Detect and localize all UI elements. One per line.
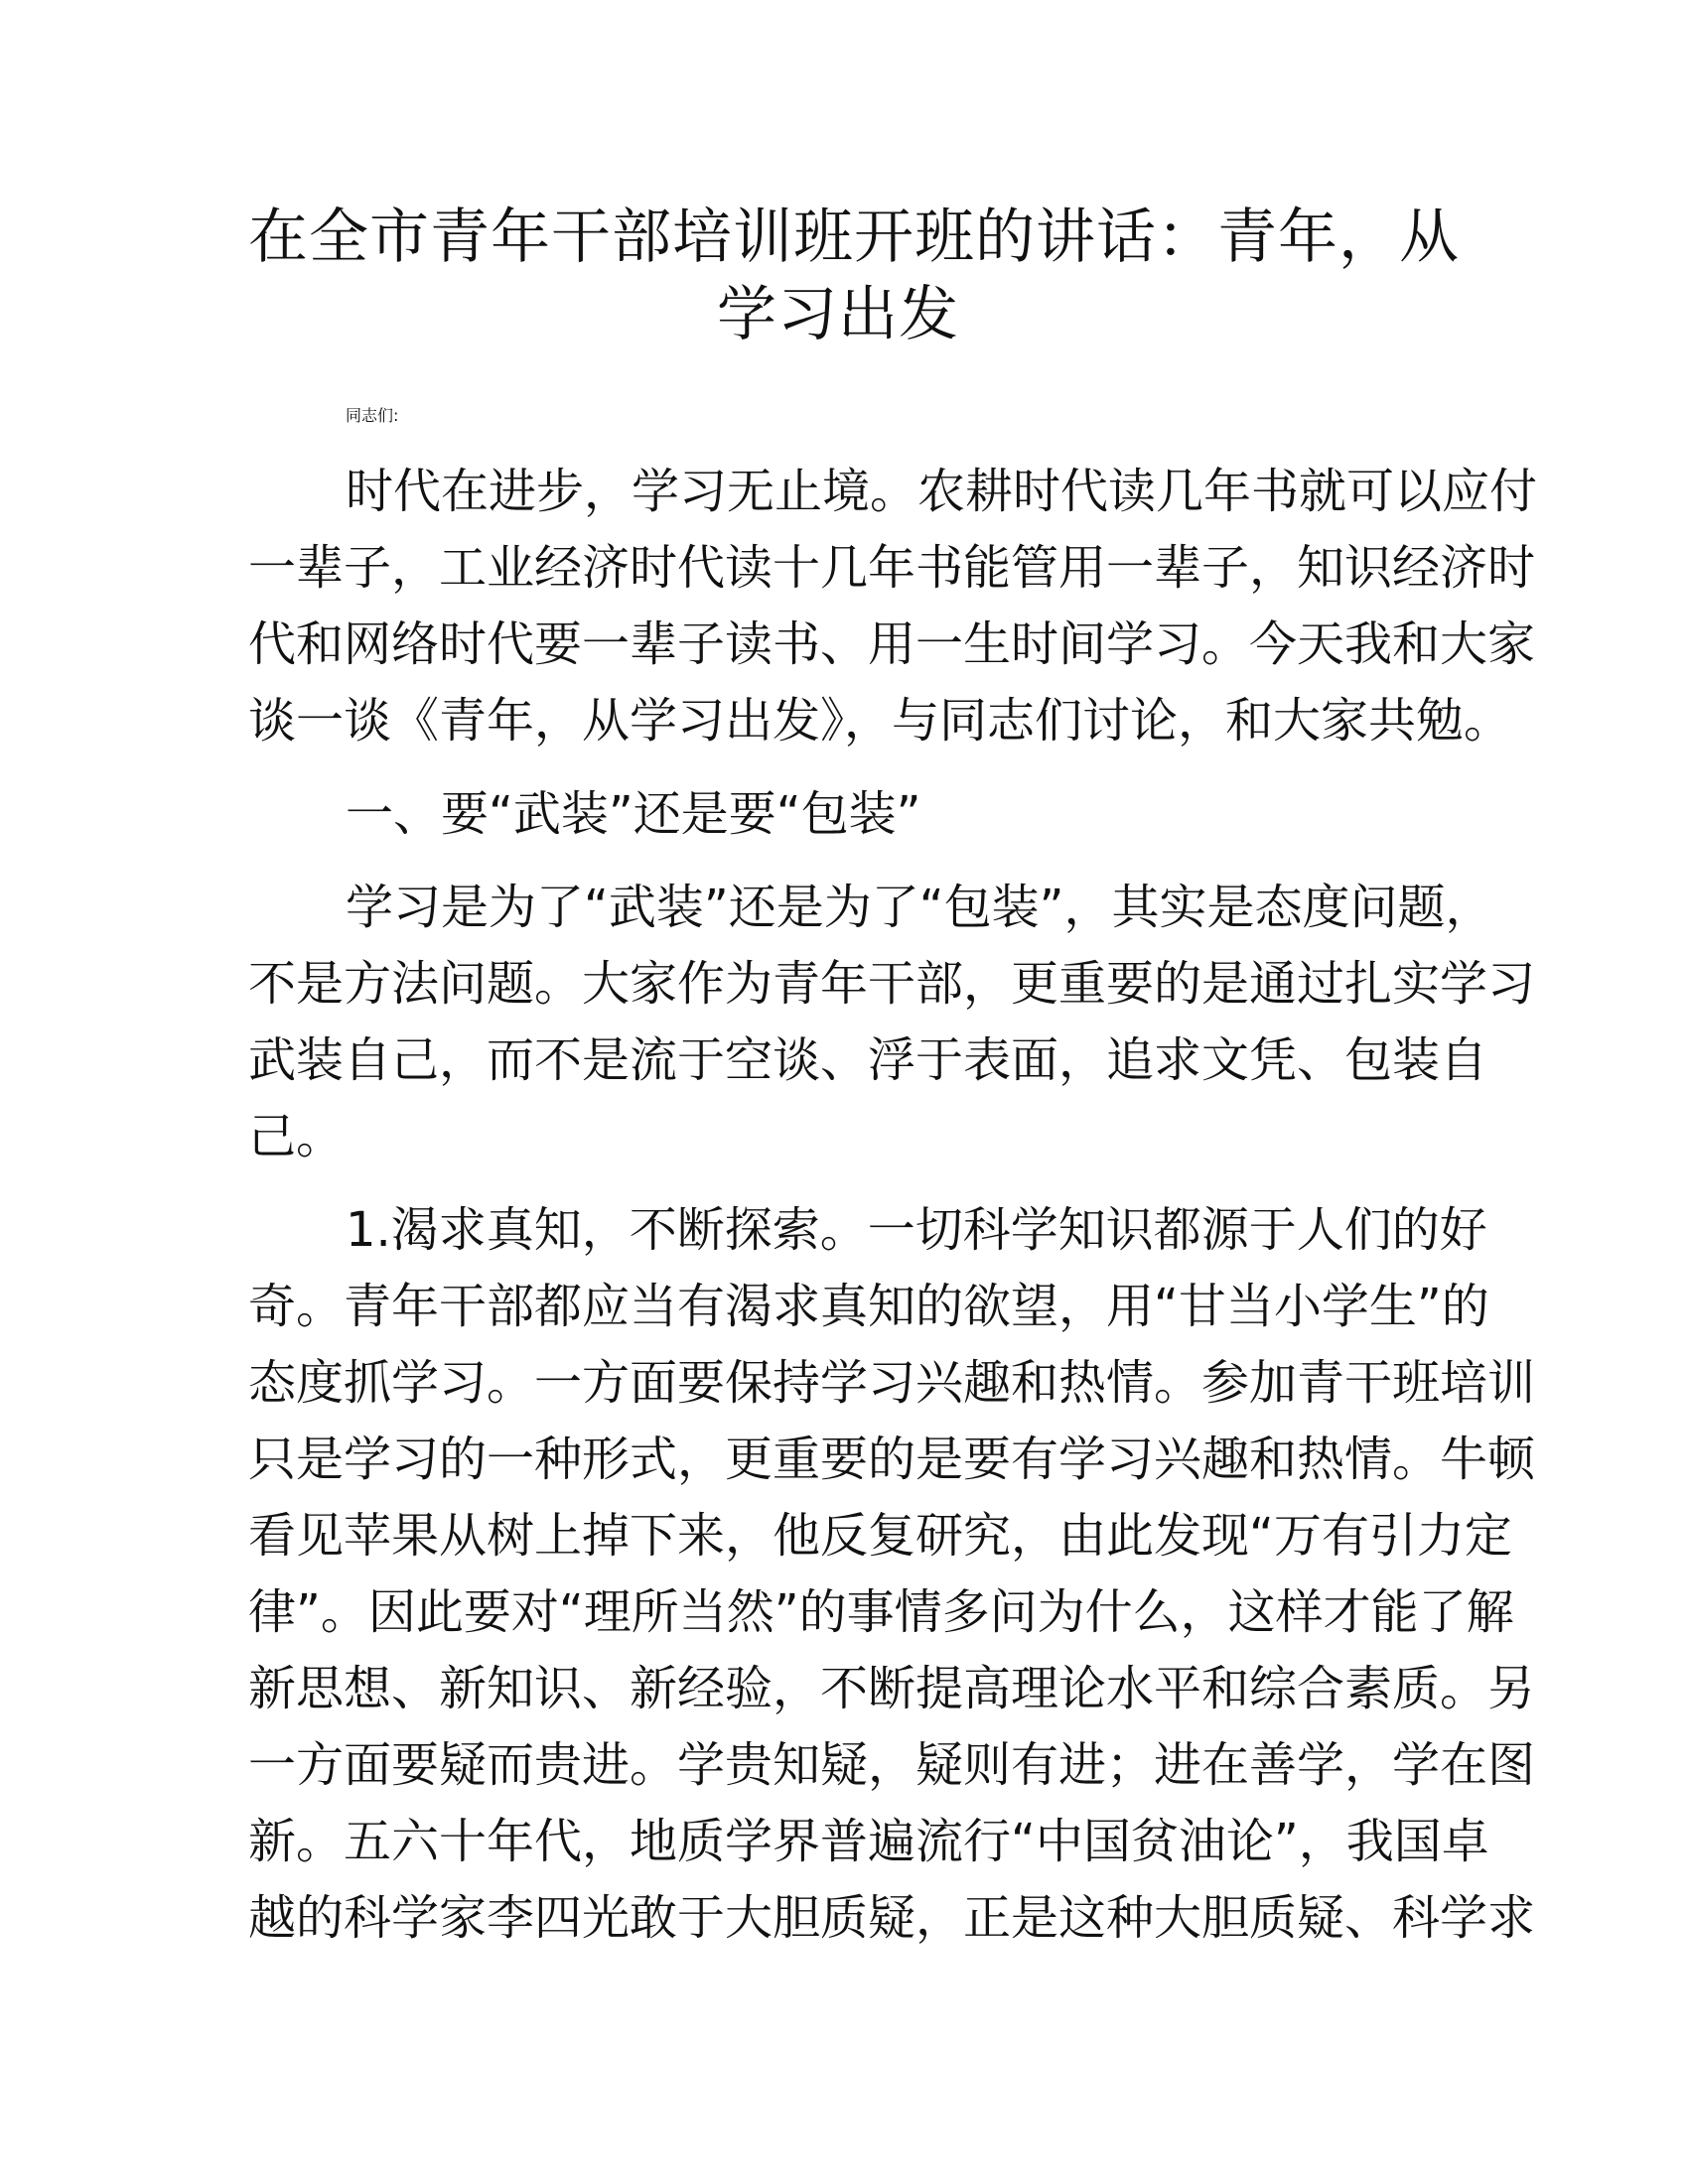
- paragraph-line: 看见苹果从树上掉下来，他反复研究，由此发现“万有引力定: [248, 1508, 1512, 1564]
- paragraph-line: 越的科学家李四光敢于大胆质疑，正是这种大胆质疑、科学求: [248, 1890, 1536, 1946]
- paragraph-line: 新。五六十年代，地质学界普遍流行“中国贫油论”，我国卓: [248, 1814, 1489, 1869]
- paragraph-line: 学习是为了“武装”还是为了“包装”，其实是态度问题，: [346, 880, 1493, 935]
- paragraph: [248, 870, 1536, 1175]
- paragraph-line: 一方面要疑而贵进。学贵知疑，疑则有进；进在善学，学在图: [248, 1737, 1536, 1793]
- paragraph: [248, 454, 1538, 759]
- paragraph-line: 代和网络时代要一辈子读书、用一生时间学习。今天我和大家: [248, 616, 1536, 672]
- paragraph-line: 己。: [248, 1109, 345, 1164]
- paragraph: [248, 1192, 1536, 1957]
- paragraph-line: 一辈子，工业经济时代读十几年书能管用一辈子，知识经济时: [248, 540, 1536, 596]
- paragraph-line: 1.渴求真知，不断探索。一切科学知识都源于人们的好: [346, 1202, 1487, 1258]
- title-line: 学习出发: [717, 280, 959, 349]
- paragraph-line: 一、要“武装”还是要“包装”: [346, 786, 921, 842]
- paragraph-line: 武装自己，而不是流于空谈、浮于表面，追求文凭、包装自: [248, 1032, 1488, 1088]
- salutation-text: 同志们:: [346, 406, 399, 425]
- salutation: [248, 377, 1428, 454]
- paragraph-line: 谈一谈《青年，从学习出发》，与同志们讨论，和大家共勉。: [248, 693, 1512, 749]
- paragraph-line: 不是方法问题。大家作为青年干部，更重要的是通过扎实学习: [248, 956, 1536, 1012]
- paragraph-line: 律”。因此要对“理所当然”的事情多问为什么，这样才能了解: [248, 1584, 1514, 1640]
- paragraph-line: 奇。青年干部都应当有渴求真知的欲望，用“甘当小学生”的: [248, 1279, 1489, 1334]
- paragraph-line: 只是学习的一种形式，更重要的是要有学习兴趣和热情。牛顿: [248, 1432, 1536, 1487]
- document-title: [248, 199, 1460, 353]
- paragraph: [248, 776, 1428, 853]
- title-line: 在全市青年干部培训班开班的讲话：青年，从: [248, 203, 1460, 272]
- paragraph-line: 时代在进步，学习无止境。农耕时代读几年书就可以应付: [346, 464, 1538, 519]
- document-page: [248, 199, 1538, 1957]
- paragraph-line: 态度抓学习。一方面要保持学习兴趣和热情。参加青干班培训: [248, 1355, 1536, 1411]
- paragraph-line: 新思想、新知识、新经验，不断提高理论水平和综合素质。另: [248, 1661, 1536, 1716]
- body-paragraphs: [248, 454, 1538, 1957]
